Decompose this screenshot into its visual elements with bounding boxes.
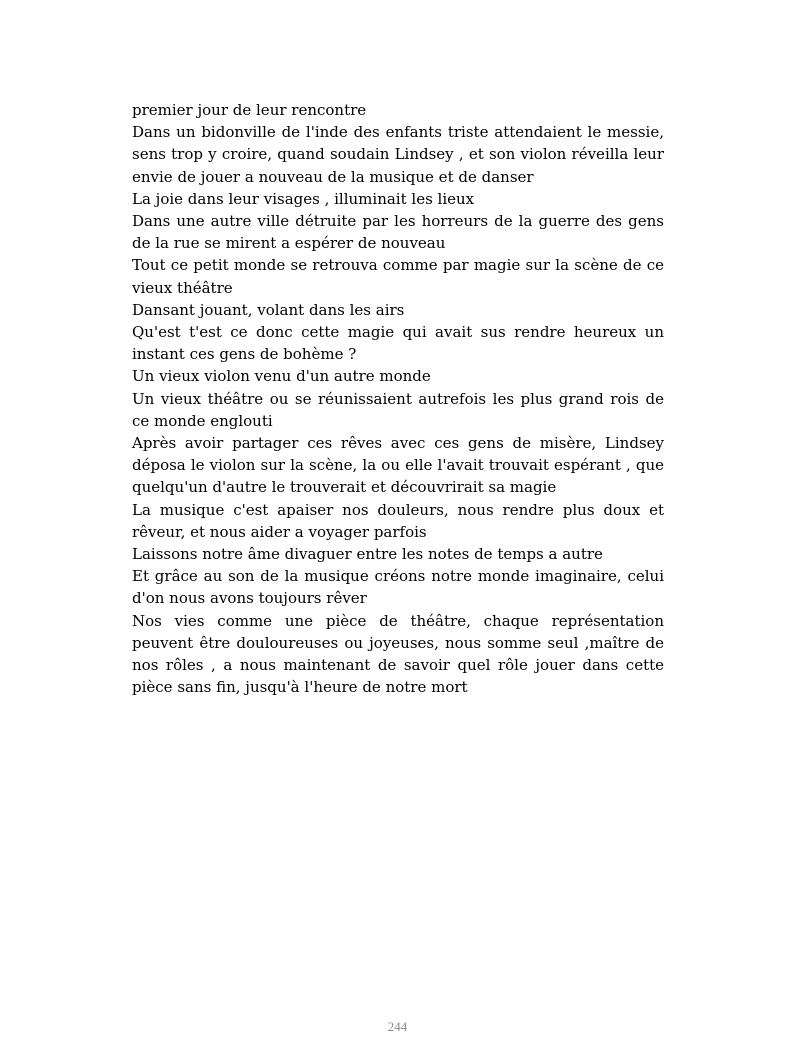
paragraph: Dansant jouant, volant dans les airs xyxy=(132,300,405,319)
paragraph: Un vieux théâtre ou se réunissaient autrefois les plus grand rois de ce monde englouti xyxy=(132,389,664,430)
paragraph: Qu'est t'est ce donc cette magie qui avait sus rendre heureux un instant ces gens de bohème ? xyxy=(132,323,664,364)
paragraph: Nos vies comme une pièce de théâtre, chaque représentation peuvent être douloureuses ou joyeuses, nous somme seul ,maître de nos rôles , a nous maintenant de savoir quel rôle jouer dans cette pièce sans fin, jusqu'à l'heure de notre mort xyxy=(132,611,664,697)
paragraph: Laissons notre âme divaguer entre les notes de temps a autre xyxy=(132,545,603,564)
paragraph: Tout ce petit monde se retrouva comme par magie sur la scène de ce vieux théâtre xyxy=(132,256,664,297)
paragraph: Dans un bidonville de l'inde des enfants triste attendaient le messie, sens trop y croire, quand soudain Lindsey , et son violon réveilla leur envie de jouer a nouveau de la musique et de danser xyxy=(132,123,664,186)
paragraph: Un vieux violon venu d'un autre monde xyxy=(132,367,431,386)
page-number: 244 xyxy=(387,1019,408,1034)
paragraph: La joie dans leur visages , illuminait les lieux xyxy=(132,189,475,208)
body-text xyxy=(132,99,664,698)
paragraph: Après avoir partager ces rêves avec ces gens de misère, Lindsey déposa le violon sur la scène, la ou elle l'avait trouvait espérant , que quelqu'un d'autre le trouverait et découvrirait sa magie xyxy=(132,434,664,497)
paragraph: Et grâce au son de la musique créons notre monde imaginaire, celui d'on nous avons toujours rêver xyxy=(132,567,664,608)
paragraph: La musique c'est apaiser nos douleurs, nous rendre plus doux et rêveur, et nous aider a voyager parfois xyxy=(132,500,664,541)
paragraph: Dans une autre ville détruite par les horreurs de la guerre des gens de la rue se mirent a espérer de nouveau xyxy=(132,212,664,253)
paragraph: premier jour de leur rencontre xyxy=(132,101,367,119)
